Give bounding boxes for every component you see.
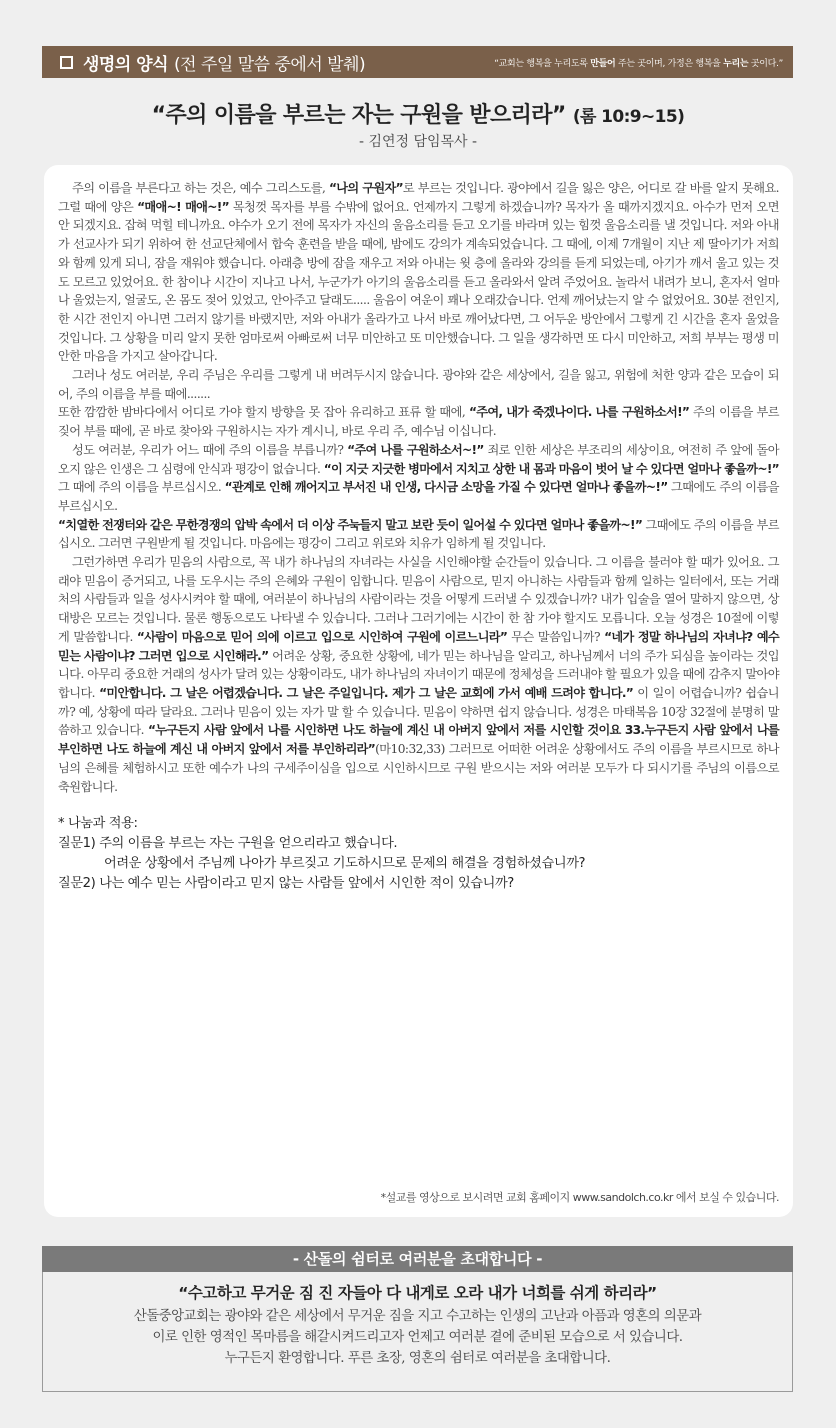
invitation-bar: - 산돌의 쉼터로 여러분을 초대합니다 - xyxy=(42,1246,793,1272)
sermon-text-run: 그러나 성도 여러분, 우리 주님은 우리를 그렇게 내 버려두시지 않습니다. 광야와 같은 세상에서, 길을 잃고, 위험에 처한 양과 같은 모습이 되어, 주의 이름을 부를 때에....... xyxy=(58,368,779,401)
scripture-reference: (롬 10:9~15) xyxy=(572,107,685,127)
sermon-text-run: 그 때에 주의 이름을 부르십시오. xyxy=(58,480,225,495)
sermon-text-run: 그런가하면 우리가 믿음의 사람으로, 꼭 내가 하나님의 자녀라는 사실을 시인해야할 순간들이 있습니다. 그 이름을 불러야 할 때가 있어요. 그래야 믿음이 증거되고, 나를 도우시는 주의 은혜와 구원이 임합니다. 믿음이 사람으로, 믿지 아니하는 사람들과 함께 일하는 일터에서, 또는 거래처의 사람들과 일을 성사시켜야 할 때에, 여러분이 하나님의 사람이라는 것을 어떻게 드러낼 수 있겠습니까? 내가 입술을 열어 말하지 않으면, 상대방은 모르는 것입니다. 물론 행동으로도 나타낼 수 있습니다. 그러나 그러기에는 시간이 한 참 가야 할지도 모릅니다. 오늘 성경은 10절에 이렇게 말씀합니다. xyxy=(58,555,779,644)
sermon-paragraph xyxy=(58,553,779,796)
sermon-text-run: (마10:32,33) 그러므로 어떠한 어려운 상황에서도 주의 이름을 부르시므로 하나님의 은혜를 체험하시고 또한 예수가 나의 구세주이심을 입으로 시인하시므로 구원 받으시는 저와 여러분 모두가 다 되시기를 주님의 이름으로 축원합니다. xyxy=(58,742,779,794)
square-icon xyxy=(60,56,73,69)
emphasized-quote: “이 지긋 지긋한 병마에서 지치고 상한 내 몸과 마음이 벗어 날 수 있다면 얼마나 좋을까~!” xyxy=(323,461,779,476)
section-subtitle: (전 주일 말씀 중에서 발췌) xyxy=(174,54,366,75)
sermon-text-run: 어려운 상황, 중요한 상황에, 네가 믿는 하나님을 알리고, 하나님께서 너의 주가 되심을 높이라는 것입니다. 아무리 중요한 거래의 성사가 달려 있는 상황이라도, 내가 하나님의 자녀이기 때문에 정체성을 드러내야 할 필요가 있을 때에 감추지 말아야 합니다. xyxy=(58,648,779,700)
sermon-paragraph xyxy=(58,441,779,516)
sermon-text-run: 성도 여러분, 우리가 어느 때에 주의 이름을 부릅니까? xyxy=(72,442,348,457)
sermon-text-run: 주의 이름을 부르짖어 부를 때에, 곧 바로 찾아와 구원하시는 자가 계시니, 바로 우리 주, 예수님 이십니다. xyxy=(58,405,779,439)
emphasized-quote: “네가 정말 하나님의 자녀냐? 예수 믿는 사람이냐? 그러면 입으로 시인해라.” xyxy=(58,629,779,663)
church-motto: “교회는 행복을 누리도록 만들어 주는 곳이며, 가정은 행복을 누리는 곳이다.” xyxy=(494,58,783,69)
question-1-continued: 어려운 상황에서 주님께 나아가 부르짖고 기도하시므로 문제의 해결을 경험하셨습니까? xyxy=(104,856,586,872)
sermon-title: “주의 이름을 부르는 자는 구원을 받으리라” (롬 10:9~15) xyxy=(151,103,685,128)
emphasized-quote: “누구든지 사람 앞에서 나를 시인하면 나도 하늘에 계신 내 아버지 앞에서 저를 시인할 것이요 33.누구든지 사람 앞에서 나를 부인하면 나도 하늘에 계신 내 아버지 앞에서 저를 부인하리라” xyxy=(58,723,779,757)
sermon-text-run: 목청껏 목자를 부를 수밖에 없어요. 언제까지 그렇게 하겠습니까? 목자가 올 때까지겠지요. 아수가 먼저 오면 안 되겠지요. 잡혀 먹힐 테니까요. 야수가 오기 전에 목자가 자신의 울음소리를 듣고 오기를 바라며 있는 힘껏 울음소리를 낼 것입니다. 저와 아내가 선교사가 되기 위하여 한 선교단체에서 합숙 훈련을 받을 때에, 밤에도 강의가 계속되었습니다. 그 때에, 이제 7개월이 지난 제 딸아기가 저희와 함께 있게 되니, 잠을 재워야 했습니다. 아래층 방에 잠을 재우고 저와 아내는 윗 층에 올라와 강의를 듣게 되었는데, 아기가 깨서 울고 있는 것도 모르고 있었어요. 한 참이나 시간이 지나고 나서, 누군가가 아기의 울음소리를 듣고 올라와서 알려 주었어요. 놀라서 내려가 보니, 혼자서 얼마나 울었는지, 얼굴도, 온 몸도 젖어 있었고, 안아주고 달래도..... 울음이 여운이 꽤나 오래갔습니다. 언제 깨어났는지 알 수 없었어요. 30분 전인지, 한 시간 전인지 아니면 그러지 않기를 바랬지만, 저와 아내가 올라가고 나서 바로 깨어났다면, 그 어두운 방안에서 그렇게 긴 시간을 혼자 울었을 것입니다. 그 상황을 미리 알지 못한 엄마로써 아빠로써 너무 미안하고 또 미안했습니다. 그 일을 생각하면 또 다시 미안하고, 저희 부부는 평생 미안한 마음을 가지고 살아갑니다. xyxy=(58,199,780,364)
emphasized-quote: “치열한 전쟁터와 같은 무한경쟁의 압박 속에서 더 이상 주눅들지 말고 보란 듯이 일어설 수 있다면 얼마나 좋을까~!” xyxy=(58,517,643,532)
emphasized-quote: “나의 구원자” xyxy=(328,181,403,195)
sermon-paragraph xyxy=(58,366,779,403)
sermon-text-run: 무슨 말씀입니까? xyxy=(507,629,605,644)
invitation-box xyxy=(42,1272,793,1392)
invitation-line: 산돌중앙교회는 광야와 같은 세상에서 무거운 짐을 지고 수고하는 인생의 고난과 아픔과 영혼의 의문과 xyxy=(133,1309,702,1324)
emphasized-quote: “관계로 인해 깨어지고 부서진 내 인생, 다시금 소망을 가질 수 있다면 얼마나 좋을까~!” xyxy=(224,480,668,495)
sermon-text-run: 로 부르는 것입니다. 광야에서 길을 잃은 양은, 어디로 갈 바를 알지 못해요. 그럴 때에 양은 xyxy=(58,181,779,214)
sermon-paragraph xyxy=(58,179,779,366)
preacher-name: - 김연정 담임목사 - xyxy=(358,134,478,150)
invitation-line: 이로 인한 영적인 목마름을 해갈시켜드리고자 언제고 여러분 곁에 준비된 모습으로 서 있습니다. xyxy=(152,1330,683,1345)
sermon-body-box xyxy=(44,165,793,1217)
question-2: 질문2) 나는 예수 믿는 사람이라고 믿지 않는 사람들 앞에서 시인한 적이 있습니까? xyxy=(58,876,514,892)
emphasized-quote: “주여 나를 구원하소서~!” xyxy=(347,442,484,457)
emphasized-quote: “주여, 내가 죽겠나이다. 나를 구원하소서!” xyxy=(468,405,690,420)
invitation-text xyxy=(43,1306,792,1369)
sermon-paragraph xyxy=(58,516,779,553)
emphasized-quote: “사람이 마음으로 믿어 의에 이르고 입으로 시인하여 구원에 이르느니라” xyxy=(136,629,508,644)
sharing-section xyxy=(58,814,779,894)
invitation-line: 누구든지 환영합니다. 푸른 초장, 영혼의 쉼터로 여러분을 초대합니다. xyxy=(224,1351,611,1366)
video-note: *설교를 영상으로 보시려면 교회 홈페이지 www.sandolch.co.kr 에서 보실 수 있습니다. xyxy=(380,1191,779,1204)
question-1: 질문1) 주의 이름을 부르는 자는 구원을 얻으리라고 했습니다. xyxy=(58,836,398,852)
sermon-text-run: 그때에도 주의 이름을 부르십시오. xyxy=(58,480,779,513)
sharing-heading: * 나눔과 적용: xyxy=(58,816,138,832)
sermon-text-run: 주의 이름을 부른다고 하는 것은, 예수 그리스도를, xyxy=(72,181,329,195)
sermon-text-run: 이 일이 어렵습니까? 쉽습니까? 예, 상황에 따라 달라요. 그러나 믿음이 있는 자가 말 할 수 있습니다. 믿음이 약하면 쉽지 않습니다. 성경은 마태복음 10장 32절에 분명히 말씀하고 있습니다. xyxy=(58,685,779,738)
sermon-text-run: 또한 깜깜한 밤바다에서 어디로 가야 할지 방향을 못 잡아 유리하고 표류 할 때에, xyxy=(58,405,469,420)
emphasized-quote: “매애~! 매애~!” xyxy=(137,199,229,214)
emphasized-quote: “미안합니다. 그 날은 어렵겠습니다. 그 날은 주일입니다. 제가 그 날은 교회에 가서 예배 드려야 합니다.” xyxy=(99,685,634,700)
sermon-body-text xyxy=(58,179,779,796)
sermon-text-run: 죄로 인한 세상은 부조리의 세상이요, 여전히 주 앞에 돌아오지 않은 인생은 그 심령에 안식과 평강이 없습니다. xyxy=(58,442,780,476)
section-title: 생명의 양식 xyxy=(83,54,169,75)
sermon-paragraph xyxy=(58,403,779,440)
section-header-bar xyxy=(42,46,793,78)
invitation-verse: “수고하고 무거운 짐 진 자들아 다 내게로 오라 내가 너희를 쉬게 하리라” xyxy=(178,1284,657,1302)
sermon-text-run: 그때에도 주의 이름을 부르십시오. 그러면 구원받게 될 것입니다. 마음에는 평강이 그리고 위로와 치유가 임하게 될 것입니다. xyxy=(58,517,779,551)
